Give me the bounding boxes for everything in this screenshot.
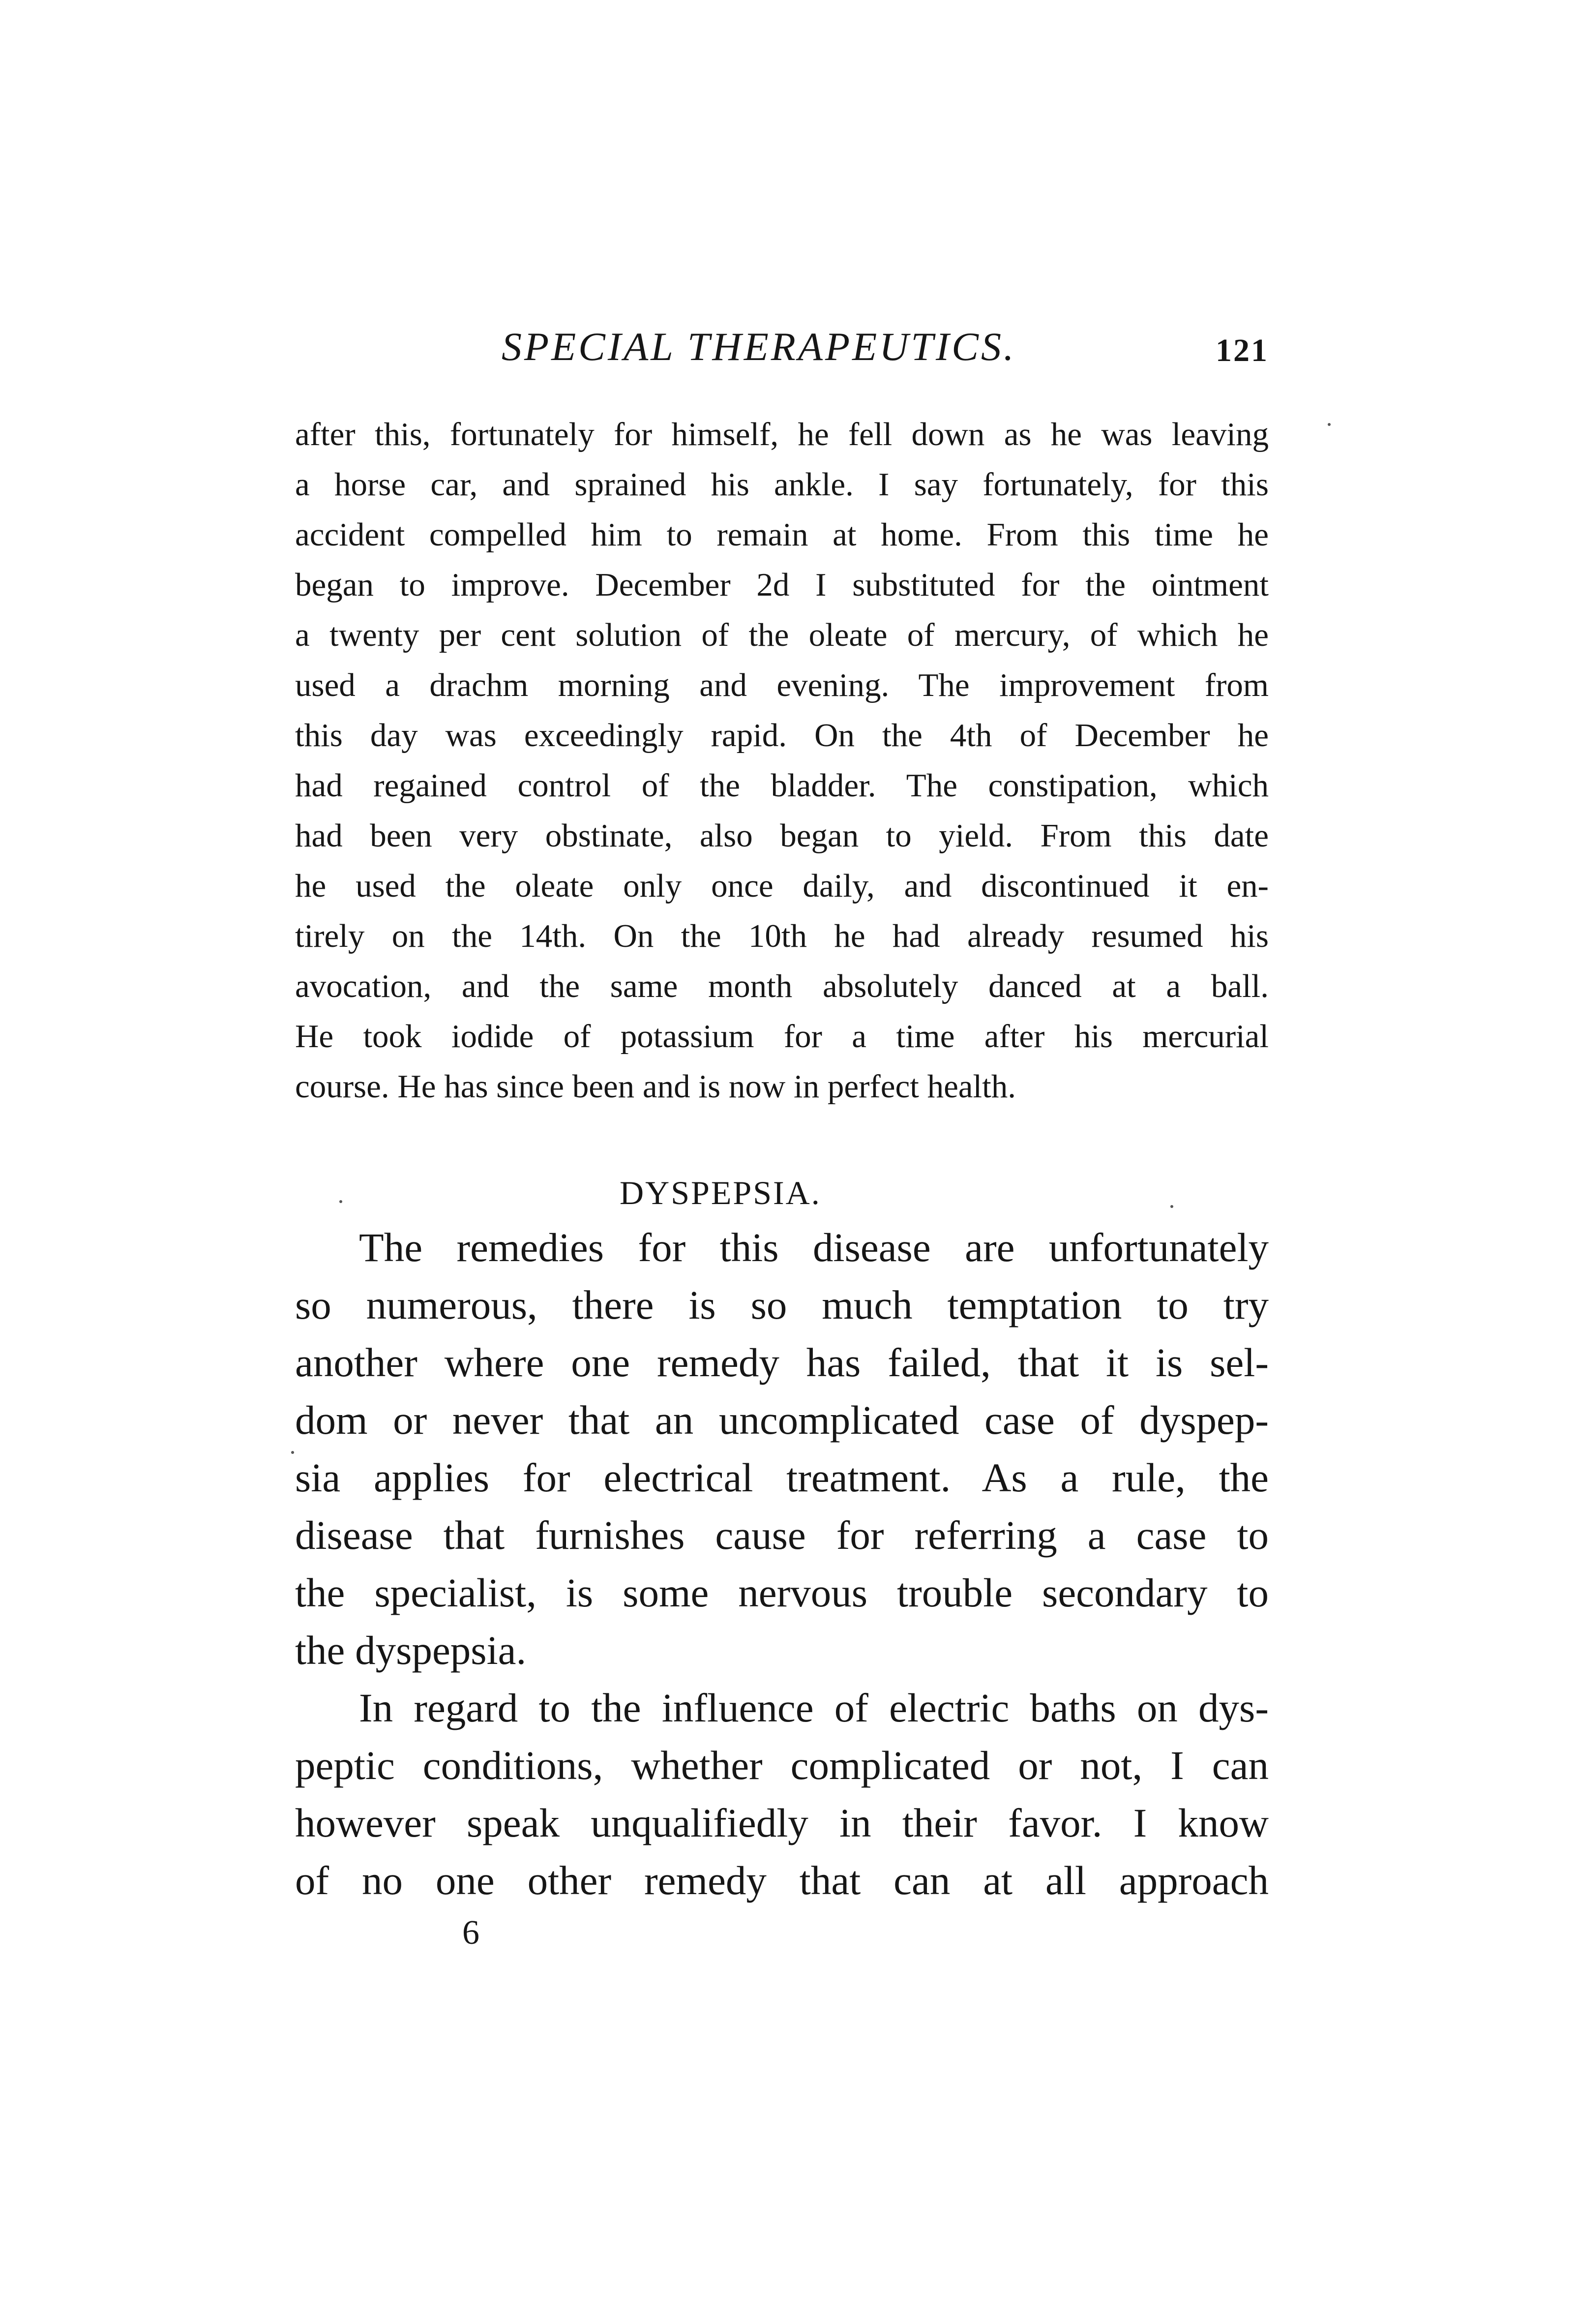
- speck: [1170, 1205, 1173, 1208]
- text-line: peptic conditions, whether complicated or not, I can: [295, 1743, 1269, 1788]
- top-paragraph: [295, 409, 1269, 1112]
- text-line: however speak unqualifiedly in their favor. I know: [295, 1800, 1269, 1845]
- text-line: he used the oleate only once daily, and discontinued it en-: [295, 868, 1269, 904]
- text-line: had regained control of the bladder. The constipation, which: [295, 767, 1269, 804]
- text-line: The remedies for this disease are unfortunately: [359, 1225, 1269, 1270]
- text-line: tirely on the 14th. On the 10th he had already resumed his: [295, 918, 1269, 954]
- text-line: began to improve. December 2d I substituted for the ointment: [295, 567, 1269, 603]
- text-line: the specialist, is some nervous trouble secondary to: [295, 1570, 1269, 1615]
- text-line: used a drachm morning and evening. The improvement from: [295, 667, 1269, 703]
- text-line: accident compelled him to remain at home. From this time he: [295, 516, 1269, 553]
- section-body: [295, 1219, 1269, 1909]
- text-line: course. He has since been and is now in perfect health.: [295, 1068, 1016, 1105]
- text-line: of no one other remedy that can at all approach: [295, 1858, 1269, 1903]
- text-line: this day was exceedingly rapid. On the 4th of December he: [295, 717, 1269, 754]
- section-heading: DYSPEPSIA.: [620, 1174, 821, 1211]
- page-number: 121: [1216, 332, 1269, 368]
- page-header: [295, 317, 1269, 376]
- text-line: so numerous, there is so much temptation to try: [295, 1282, 1269, 1328]
- text-line: a twenty per cent solution of the oleate of mercury, of which he: [295, 617, 1269, 653]
- speck: [291, 1451, 294, 1454]
- text-line: disease that furnishes cause for referring a case to: [295, 1512, 1269, 1558]
- running-head: SPECIAL THERAPEUTICS.: [502, 324, 1016, 369]
- text-line: avocation, and the same month absolutely danced at a ball.: [295, 968, 1269, 1004]
- text-line: dom or never that an uncomplicated case of dyspep-: [295, 1397, 1269, 1443]
- text-line: a horse car, and sprained his ankle. I say fortunately, for this: [295, 466, 1269, 503]
- speck: [1328, 423, 1331, 426]
- text-line: another where one remedy has failed, that it is sel-: [295, 1340, 1269, 1385]
- text-line: after this, fortunately for himself, he fell down as he was leaving: [295, 416, 1269, 453]
- text-line: He took iodide of potassium for a time after his mercurial: [295, 1018, 1269, 1055]
- signature-mark: 6: [462, 1914, 479, 1952]
- text-line: had been very obstinate, also began to yield. From this date: [295, 817, 1269, 854]
- text-line: In regard to the influence of electric baths on dys-: [359, 1685, 1269, 1730]
- speck: [339, 1200, 342, 1203]
- text-line: sia applies for electrical treatment. As a rule, the: [295, 1455, 1269, 1500]
- text-line: the dyspepsia.: [295, 1628, 527, 1673]
